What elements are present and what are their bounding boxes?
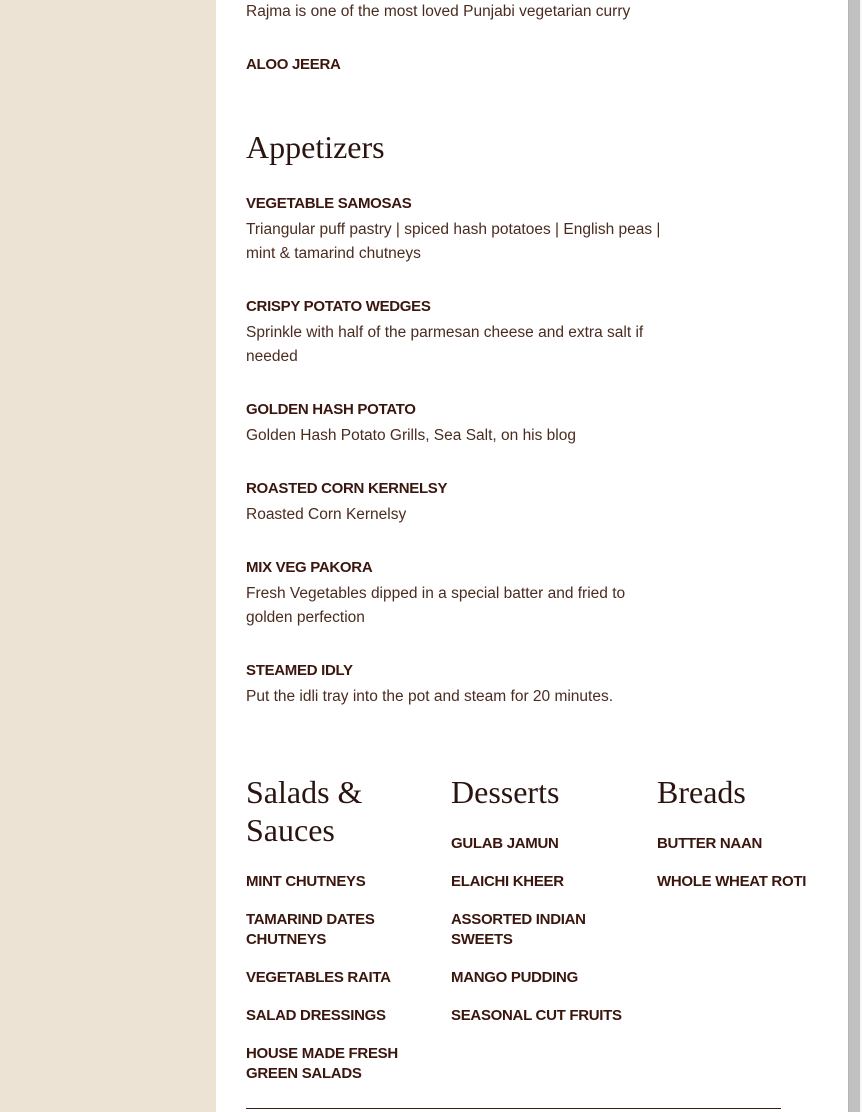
item-description: Fresh Vegetables dipped in a special batter and fried to golden perfection	[246, 585, 626, 626]
rajma-description: Rajma is one of the most loved Punjabi vegetarian curry	[246, 3, 631, 20]
item-title: VEGETABLE SAMOSAS	[246, 195, 412, 212]
list-item: BUTTER NAAN	[657, 835, 763, 852]
section-title-salads-line1: Salads &	[246, 774, 363, 810]
list-item: GULAB JAMUN	[451, 835, 559, 852]
list-item: MINT CHUTNEYS	[246, 873, 366, 890]
section-title-appetizers: Appetizers	[246, 129, 385, 165]
list-item: ELAICHI KHEER	[451, 873, 564, 890]
item-description: Triangular puff pastry | spiced hash potatoes | English peas | mint & tamarind chutneys	[246, 221, 661, 262]
item-title: STEAMED IDLY	[246, 662, 353, 679]
item-title: MIX VEG PAKORA	[246, 559, 373, 576]
list-item: SEASONAL CUT FRUITS	[451, 1007, 622, 1024]
list-item: VEGETABLES RAITA	[246, 969, 391, 986]
item-description: Roasted Corn Kernelsy	[246, 506, 407, 523]
item-description: Golden Hash Potato Grills, Sea Salt, on his blog	[246, 427, 576, 444]
item-description: Sprinkle with half of the parmesan cheese and extra salt if needed	[246, 324, 644, 365]
section-title-salads-line2: Sauces	[246, 812, 335, 848]
item-title: CRISPY POTATO WEDGES	[246, 298, 431, 315]
item-title: GOLDEN HASH POTATO	[246, 401, 416, 418]
left-side-panel	[0, 0, 216, 1112]
list-item: ASSORTED INDIAN SWEETS	[451, 911, 586, 948]
list-item: SALAD DRESSINGS	[246, 1007, 386, 1024]
list-item: TAMARIND DATES CHUTNEYS	[246, 911, 375, 948]
list-item: MANGO PUDDING	[451, 969, 578, 986]
section-title-desserts: Desserts	[451, 774, 560, 810]
item-title: ROASTED CORN KERNELSY	[246, 480, 448, 497]
item-description: Put the idli tray into the pot and steam for 20 minutes.	[246, 688, 614, 705]
list-item: HOUSE MADE FRESH GREEN SALADS	[246, 1045, 398, 1082]
item-aloo-jeera: ALOO JEERA	[246, 56, 341, 73]
list-item: WHOLE WHEAT ROTI	[657, 873, 807, 890]
section-divider	[246, 1108, 781, 1109]
section-title-breads: Breads	[657, 774, 746, 810]
scrollbar-thumb[interactable]	[848, 0, 860, 1112]
